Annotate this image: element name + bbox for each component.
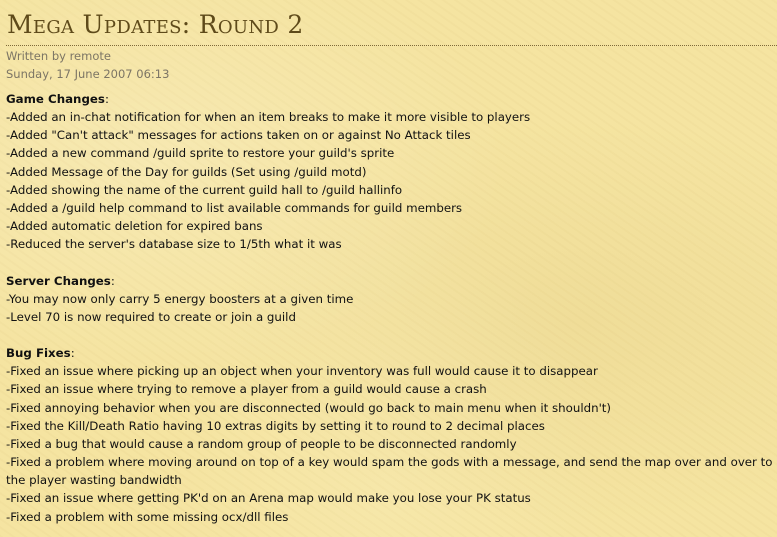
list-item: -Added a /guild help command to list available commands for guild members — [6, 200, 463, 215]
list-item: -Added a new command /guild sprite to restore your guild's sprite — [6, 146, 395, 161]
section-heading — [6, 344, 774, 362]
list-item: -Fixed annoying behavior when you are disconnected (would go back to main menu when it shouldn't) — [6, 400, 612, 415]
list-item: -Fixed an issue where picking up an object when your inventory was full would cause it to disappear — [6, 364, 598, 379]
article-date: Sunday, 17 June 2007 06:13 — [6, 67, 170, 81]
section-heading-colon: : — [104, 92, 109, 106]
list-item: -Reduced the server's database size to 1/5th what it was — [6, 237, 342, 252]
list-item: -Level 70 is now required to create or join a guild — [6, 309, 296, 324]
article-author: Written by remote — [6, 49, 111, 63]
list-item: -Fixed a problem with some missing ocx/dll files — [6, 509, 289, 524]
list-item: -Added Message of the Day for guilds (Set using /guild motd) — [6, 164, 367, 179]
section-game-changes — [6, 90, 774, 253]
section-heading-label: Bug Fixes — [6, 346, 71, 361]
list-item: -Added "Can't attack" messages for actions taken on or against No Attack tiles — [6, 128, 471, 143]
list-item: -Fixed an issue where trying to remove a player from a guild would cause a crash — [6, 382, 487, 397]
section-heading-label: Game Changes — [6, 92, 105, 106]
title-divider — [6, 45, 777, 46]
section-server-changes — [6, 272, 774, 326]
list-item: -Fixed a problem where moving around on top of a key would spam the gods with a message, and send the map over and over to the player wasting bandwidth — [6, 455, 773, 488]
list-item: -Fixed a bug that would cause a random group of people to be disconnected randomly — [6, 436, 517, 451]
list-item: -Added automatic deletion for expired bans — [6, 219, 263, 234]
article-title: Mega Updates: Round 2 — [7, 10, 304, 39]
section-heading-colon: : — [110, 273, 115, 288]
list-item: -Fixed the Kill/Death Ratio having 10 extras digits by setting it to round to 2 decimal places — [6, 418, 545, 433]
section-heading — [6, 272, 774, 290]
section-heading — [6, 90, 774, 108]
section-heading-label: Server Changes — [6, 273, 111, 288]
list-item: -You may now only carry 5 energy boosters at a given time — [6, 291, 354, 306]
section-bug-fixes — [6, 344, 774, 526]
list-item: -Added an in-chat notification for when an item breaks to make it more visible to players — [6, 110, 531, 125]
article-body — [6, 90, 774, 526]
list-item: -Added showing the name of the current guild hall to /guild hallinfo — [6, 182, 403, 197]
section-heading-colon: : — [70, 346, 75, 361]
list-item: -Fixed an issue where getting PK'd on an Arena map would make you lose your PK status — [6, 491, 531, 506]
